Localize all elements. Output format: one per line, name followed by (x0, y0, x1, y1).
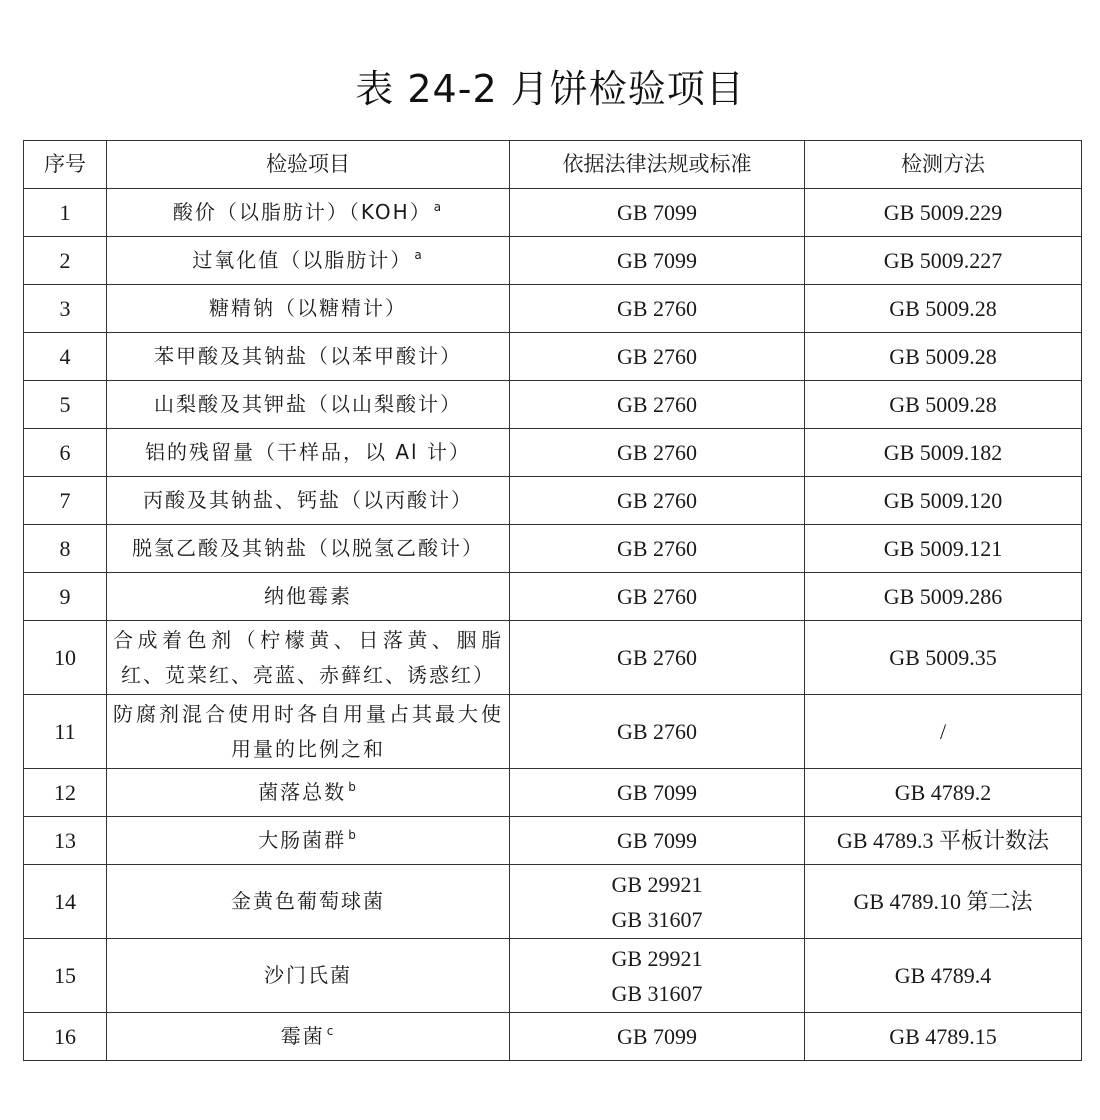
row-item (107, 189, 510, 237)
footnote-marker: b (348, 828, 358, 843)
footnote-marker: a (414, 248, 424, 263)
row-serial: 10 (24, 621, 107, 695)
row-item (107, 939, 510, 1013)
standard-code: GB 2760 (616, 719, 698, 744)
standard-code: GB 7099 (616, 780, 698, 805)
row-standard (510, 429, 805, 477)
row-method (805, 237, 1082, 285)
row-method (805, 865, 1082, 939)
row-standard (510, 477, 805, 525)
header-row (24, 141, 1082, 189)
row-item (107, 1013, 510, 1061)
row-method (805, 573, 1082, 621)
row-standard (510, 525, 805, 573)
row-item-text: 丙酸及其钠盐、钙盐（以丙酸计） (143, 488, 473, 512)
method-code: GB 5009.28 (889, 344, 997, 369)
method-code: GB 4789.10 第二法 (853, 889, 1033, 914)
table-row (24, 769, 1082, 817)
row-item (107, 333, 510, 381)
row-item (107, 573, 510, 621)
header-serial: 序号 (24, 141, 107, 189)
row-standard (510, 817, 805, 865)
row-serial: 1 (24, 189, 107, 237)
standard-code: GB 2760 (616, 645, 698, 670)
row-method (805, 621, 1082, 695)
method-code: GB 5009.28 (889, 392, 997, 417)
standard-code: GB 7099 (616, 248, 698, 273)
row-item-text: 金黄色葡萄球菌 (231, 889, 385, 913)
row-serial: 8 (24, 525, 107, 573)
standard-code: GB 2760 (616, 488, 698, 513)
standard-code: GB 31607 (611, 906, 703, 932)
table-row (24, 573, 1082, 621)
row-item (107, 381, 510, 429)
standard-code: GB 31607 (611, 980, 703, 1006)
standard-code: GB 2760 (616, 536, 698, 561)
row-item (107, 865, 510, 939)
method-code: GB 5009.120 (883, 488, 1003, 513)
row-item-text: 山梨酸及其钾盐（以山梨酸计） (154, 392, 462, 416)
table-body (24, 189, 1082, 1061)
row-method (805, 939, 1082, 1013)
row-item-text: 酸价（以脂肪计）（KOH） (172, 200, 432, 224)
row-item (107, 621, 510, 695)
inspection-table (23, 140, 1082, 1061)
row-serial: 7 (24, 477, 107, 525)
method-code: GB 5009.229 (883, 200, 1003, 225)
row-method (805, 695, 1082, 769)
row-item (107, 477, 510, 525)
row-item-text: 纳他霉素 (264, 584, 352, 608)
row-serial: 2 (24, 237, 107, 285)
row-method (805, 429, 1082, 477)
method-code: GB 5009.35 (889, 645, 997, 670)
header-standard: 依据法律法规或标准 (510, 141, 805, 189)
row-standard (510, 333, 805, 381)
row-serial: 5 (24, 381, 107, 429)
row-item (107, 695, 510, 769)
table-row (24, 333, 1082, 381)
table-row (24, 817, 1082, 865)
row-serial: 16 (24, 1013, 107, 1061)
row-item-text: 大肠菌群 (258, 828, 347, 852)
row-serial: 15 (24, 939, 107, 1013)
row-item-text: 过氧化值（以脂肪计） (192, 248, 413, 272)
row-method (805, 817, 1082, 865)
standard-code: GB 2760 (616, 440, 698, 465)
standard-code: GB 2760 (616, 392, 698, 417)
row-item-text: 菌落总数 (258, 780, 347, 804)
footnote-marker: b (348, 780, 358, 795)
footnote-marker: a (433, 200, 444, 215)
row-item (107, 237, 510, 285)
row-method (805, 285, 1082, 333)
footnote-marker: c (326, 1024, 336, 1039)
table-row (24, 285, 1082, 333)
method-code: GB 5009.121 (883, 536, 1003, 561)
row-item-text: 脱氢乙酸及其钠盐（以脱氢乙酸计） (132, 536, 484, 560)
row-item-text: 糖精钠（以糖精计） (209, 296, 407, 320)
method-code: GB 5009.286 (883, 584, 1003, 609)
row-method (805, 769, 1082, 817)
table-row (24, 189, 1082, 237)
row-standard (510, 621, 805, 695)
row-serial: 6 (24, 429, 107, 477)
row-standard (510, 1013, 805, 1061)
row-method (805, 381, 1082, 429)
standard-code: GB 2760 (616, 584, 698, 609)
method-code: GB 4789.4 (894, 963, 992, 988)
table-title: 表 24-2 月饼检验项目 (355, 67, 745, 111)
row-standard (510, 695, 805, 769)
row-item (107, 285, 510, 333)
table-row (24, 939, 1082, 1013)
row-item-text: 铝的残留量（干样品，以 Al 计） (145, 440, 471, 464)
row-standard (510, 939, 805, 1013)
table-row (24, 695, 1082, 769)
row-item (107, 817, 510, 865)
method-code: GB 4789.15 (889, 1024, 997, 1049)
table-row (24, 865, 1082, 939)
method-code: GB 5009.227 (883, 248, 1003, 273)
row-standard (510, 865, 805, 939)
row-serial: 14 (24, 865, 107, 939)
method-code: GB 5009.28 (889, 296, 997, 321)
standard-code: GB 2760 (616, 344, 698, 369)
row-item-text: 霉菌 (280, 1024, 325, 1048)
table-row (24, 429, 1082, 477)
row-item (107, 769, 510, 817)
standard-code: GB 7099 (616, 1024, 698, 1049)
row-method (805, 477, 1082, 525)
standard-code: GB 2760 (616, 296, 698, 321)
row-item-text: 沙门氏菌 (264, 963, 352, 987)
row-item-text: 防腐剂混合使用时各自用量占其最大使用量的比例之和 (113, 701, 503, 761)
method-code: GB 5009.182 (883, 440, 1003, 465)
row-item-text: 苯甲酸及其钠盐（以苯甲酸计） (154, 344, 462, 368)
table-row (24, 477, 1082, 525)
standard-code: GB 7099 (616, 828, 698, 853)
row-standard (510, 237, 805, 285)
row-serial: 9 (24, 573, 107, 621)
method-code: GB 4789.3 平板计数法 (836, 828, 1050, 853)
table-row (24, 237, 1082, 285)
row-standard (510, 189, 805, 237)
method-code: / (939, 719, 947, 744)
row-standard (510, 573, 805, 621)
standard-code: GB 29921 (611, 871, 703, 897)
header-item: 检验项目 (107, 141, 510, 189)
table-row (24, 381, 1082, 429)
standard-code: GB 7099 (616, 200, 698, 225)
row-method (805, 1013, 1082, 1061)
row-method (805, 525, 1082, 573)
row-serial: 12 (24, 769, 107, 817)
row-serial: 4 (24, 333, 107, 381)
row-serial: 3 (24, 285, 107, 333)
row-serial: 13 (24, 817, 107, 865)
row-method (805, 333, 1082, 381)
row-standard (510, 285, 805, 333)
row-serial: 11 (24, 695, 107, 769)
table-row (24, 1013, 1082, 1061)
row-standard (510, 381, 805, 429)
row-item (107, 429, 510, 477)
method-code: GB 4789.2 (894, 780, 992, 805)
table-row (24, 621, 1082, 695)
table-row (24, 525, 1082, 573)
standard-code: GB 29921 (611, 945, 703, 971)
row-standard (510, 769, 805, 817)
row-method (805, 189, 1082, 237)
header-method: 检测方法 (805, 141, 1082, 189)
row-item (107, 525, 510, 573)
row-item-text: 合成着色剂（柠檬黄、日落黄、胭脂红、苋菜红、亮蓝、赤藓红、诱惑红） (113, 627, 503, 687)
